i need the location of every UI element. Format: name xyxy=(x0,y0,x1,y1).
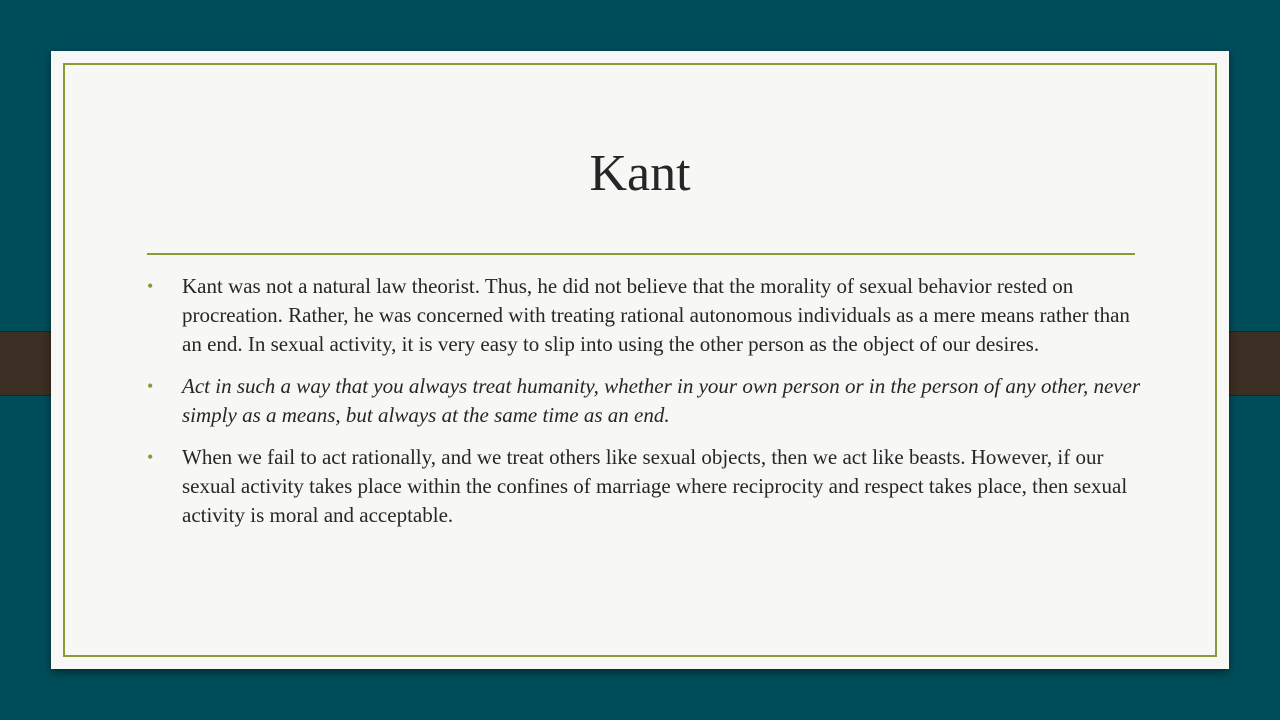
bullet-dot-icon: • xyxy=(147,276,154,296)
bullet-text: Kant was not a natural law theorist. Thus, he did not believe that the morality of sexual behavior rested on procreation. Rather, he was concerned with treating rational autonomous individuals as a mere means rather than an end. In sexual activity, it is very easy to slip into using the other person as the object of our desires. xyxy=(182,274,1130,356)
bullet-list xyxy=(147,272,1147,543)
bullet-dot-icon: • xyxy=(147,447,154,467)
title-divider xyxy=(147,253,1135,255)
bullet-text: When we fail to act rationally, and we treat others like sexual objects, then we act like beasts. However, if our sexual activity takes place within the confines of marriage where reciprocity and respect takes place, then sexual activity is moral and acceptable. xyxy=(182,445,1128,527)
slide-title: Kant xyxy=(589,145,691,202)
slide xyxy=(51,51,1229,669)
bullet-text: Act in such a way that you always treat humanity, whether in your own person or in the person of any other, never simply as a means, but always at the same time as an end. xyxy=(182,374,1141,427)
bullet-item xyxy=(147,272,1147,359)
bullet-item-quote xyxy=(147,372,1147,430)
bullet-item xyxy=(147,443,1147,530)
bullet-dot-icon: • xyxy=(147,376,154,396)
